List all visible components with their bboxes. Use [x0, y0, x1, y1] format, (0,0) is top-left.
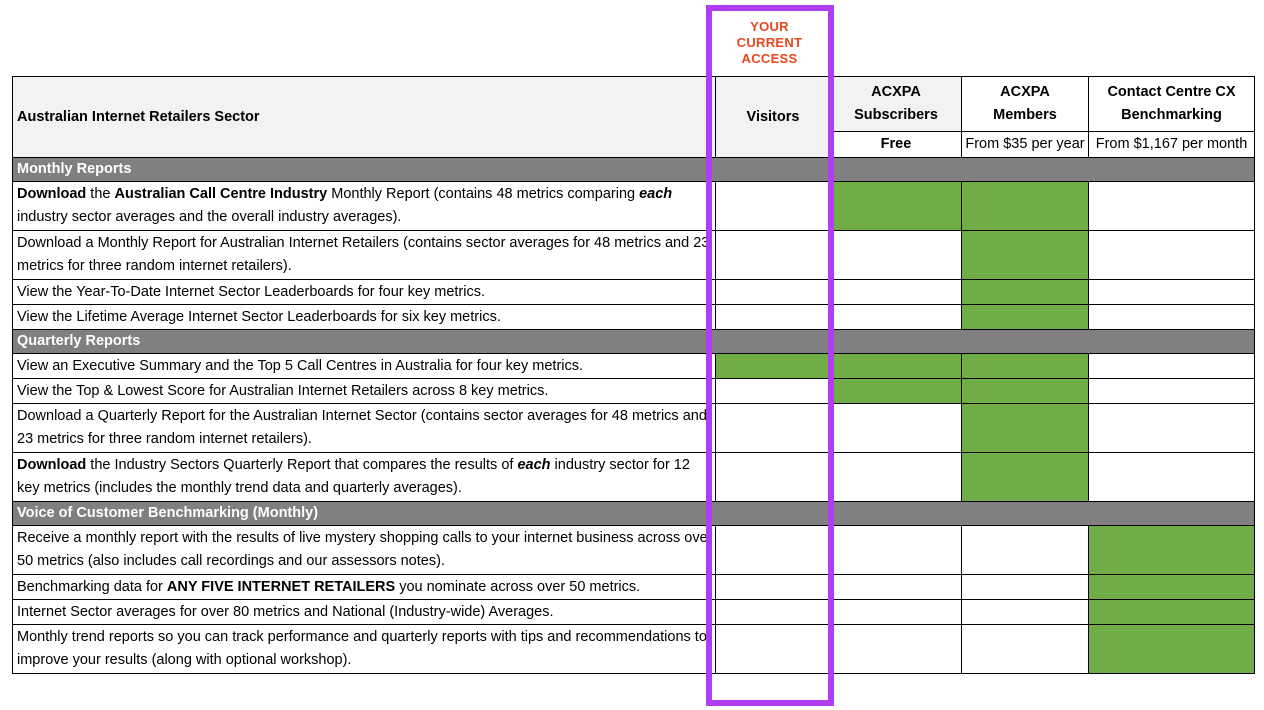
- access-cell-benchmarking: [1089, 379, 1255, 404]
- access-cell-subscribers: [831, 379, 962, 404]
- column-header-line: Subscribers: [854, 107, 938, 123]
- access-cell-benchmarking: [1089, 280, 1255, 305]
- section-header: [13, 158, 1255, 182]
- access-cell-benchmarking: [1089, 354, 1255, 379]
- access-cell-benchmarking: [1089, 404, 1255, 453]
- access-label-line: ACCESS: [741, 51, 798, 66]
- feature-description: Download the Australian Call Centre Industry Monthly Report (contains 48 metrics comparing each industry sector averages and the overall industry averages).: [13, 182, 716, 231]
- column-header-line: Benchmarking: [1121, 107, 1222, 123]
- access-cell-benchmarking: [1089, 231, 1255, 280]
- feature-row: [13, 305, 1255, 330]
- access-cell-benchmarking: [1089, 575, 1255, 600]
- feature-row: [13, 354, 1255, 379]
- access-cell-members: [962, 379, 1089, 404]
- column-header-line: ACXPA: [1000, 84, 1050, 100]
- feature-description: Monthly trend reports so you can track performance and quarterly reports with tips and recommendations to improve your results (along with optional workshop).: [13, 625, 716, 674]
- section-header: [13, 330, 1255, 354]
- access-cell-members: [962, 305, 1089, 330]
- access-cell-members: [962, 625, 1089, 674]
- feature-description: Download a Quarterly Report for the Australian Internet Sector (contains sector averages for 48 metrics and 23 metrics for three random internet retailers).: [13, 404, 716, 453]
- access-cell-members: [962, 231, 1089, 280]
- price-subscribers: Free: [831, 132, 962, 158]
- access-cell-visitors: [716, 379, 831, 404]
- access-cell-benchmarking: [1089, 305, 1255, 330]
- access-cell-subscribers: [831, 625, 962, 674]
- section-title: Monthly Reports: [13, 158, 1255, 182]
- access-cell-visitors: [716, 404, 831, 453]
- feature-row: [13, 600, 1255, 625]
- access-cell-visitors: [716, 600, 831, 625]
- access-cell-benchmarking: [1089, 526, 1255, 575]
- access-cell-subscribers: [831, 182, 962, 231]
- access-cell-benchmarking: [1089, 182, 1255, 231]
- access-cell-benchmarking: [1089, 625, 1255, 674]
- feature-description: View the Lifetime Average Internet Sector Leaderboards for six key metrics.: [13, 305, 716, 330]
- section-title: Voice of Customer Benchmarking (Monthly): [13, 502, 1255, 526]
- access-cell-visitors: [716, 453, 831, 502]
- access-cell-subscribers: [831, 575, 962, 600]
- access-cell-subscribers: [831, 231, 962, 280]
- column-header-line: ACXPA: [871, 84, 921, 100]
- feature-description: Benchmarking data for ANY FIVE INTERNET RETAILERS you nominate across over 50 metrics.: [13, 575, 716, 600]
- feature-row: [13, 182, 1255, 231]
- feature-row: [13, 625, 1255, 674]
- column-header-line: Members: [993, 107, 1057, 123]
- feature-row: [13, 404, 1255, 453]
- access-label-line: YOUR: [750, 19, 789, 34]
- access-cell-subscribers: [831, 404, 962, 453]
- access-cell-members: [962, 354, 1089, 379]
- access-comparison-table: [12, 76, 1255, 674]
- access-cell-subscribers: [831, 526, 962, 575]
- column-header-line: Contact Centre CX: [1107, 84, 1236, 100]
- access-cell-members: [962, 404, 1089, 453]
- column-header-subscribers: [831, 77, 962, 132]
- price-members: From $35 per year: [962, 132, 1089, 158]
- feature-description: View an Executive Summary and the Top 5 Call Centres in Australia for four key metrics.: [13, 354, 716, 379]
- access-cell-members: [962, 575, 1089, 600]
- feature-row: [13, 231, 1255, 280]
- access-cell-subscribers: [831, 305, 962, 330]
- feature-description: Download a Monthly Report for Australian Internet Retailers (contains sector averages for 48 metrics and 23 metrics for three random internet retailers).: [13, 231, 716, 280]
- access-cell-visitors: [716, 354, 831, 379]
- feature-description: Download the Industry Sectors Quarterly Report that compares the results of each industry sector for 12 key metrics (includes the monthly trend data and quarterly averages).: [13, 453, 716, 502]
- access-cell-members: [962, 280, 1089, 305]
- access-cell-subscribers: [831, 354, 962, 379]
- column-header-members: [962, 77, 1089, 132]
- feature-row: [13, 379, 1255, 404]
- access-cell-visitors: [716, 625, 831, 674]
- access-cell-benchmarking: [1089, 600, 1255, 625]
- section-title: Quarterly Reports: [13, 330, 1255, 354]
- feature-row: [13, 280, 1255, 305]
- access-cell-subscribers: [831, 600, 962, 625]
- access-cell-members: [962, 526, 1089, 575]
- feature-row: [13, 575, 1255, 600]
- access-cell-subscribers: [831, 453, 962, 502]
- sector-title: Australian Internet Retailers Sector: [13, 77, 716, 158]
- section-header: [13, 502, 1255, 526]
- access-cell-visitors: [716, 526, 831, 575]
- access-cell-subscribers: [831, 280, 962, 305]
- column-header-benchmarking: [1089, 77, 1255, 132]
- access-cell-visitors: [716, 182, 831, 231]
- feature-row: [13, 453, 1255, 502]
- access-cell-visitors: [716, 575, 831, 600]
- access-cell-members: [962, 182, 1089, 231]
- access-cell-benchmarking: [1089, 453, 1255, 502]
- current-access-label: [712, 19, 827, 67]
- feature-description: Internet Sector averages for over 80 metrics and National (Industry-wide) Averages.: [13, 600, 716, 625]
- feature-description: View the Top & Lowest Score for Australian Internet Retailers across 8 key metrics.: [13, 379, 716, 404]
- access-cell-members: [962, 600, 1089, 625]
- access-cell-visitors: [716, 231, 831, 280]
- feature-row: [13, 526, 1255, 575]
- access-cell-members: [962, 453, 1089, 502]
- price-benchmarking: From $1,167 per month: [1089, 132, 1255, 158]
- feature-description: Receive a monthly report with the results of live mystery shopping calls to your internet business across over 50 metrics (also includes call recordings and our assessors notes).: [13, 526, 716, 575]
- column-header-visitors: Visitors: [716, 77, 831, 158]
- access-label-line: CURRENT: [736, 35, 803, 50]
- access-cell-visitors: [716, 280, 831, 305]
- feature-description: View the Year-To-Date Internet Sector Leaderboards for four key metrics.: [13, 280, 716, 305]
- access-cell-visitors: [716, 305, 831, 330]
